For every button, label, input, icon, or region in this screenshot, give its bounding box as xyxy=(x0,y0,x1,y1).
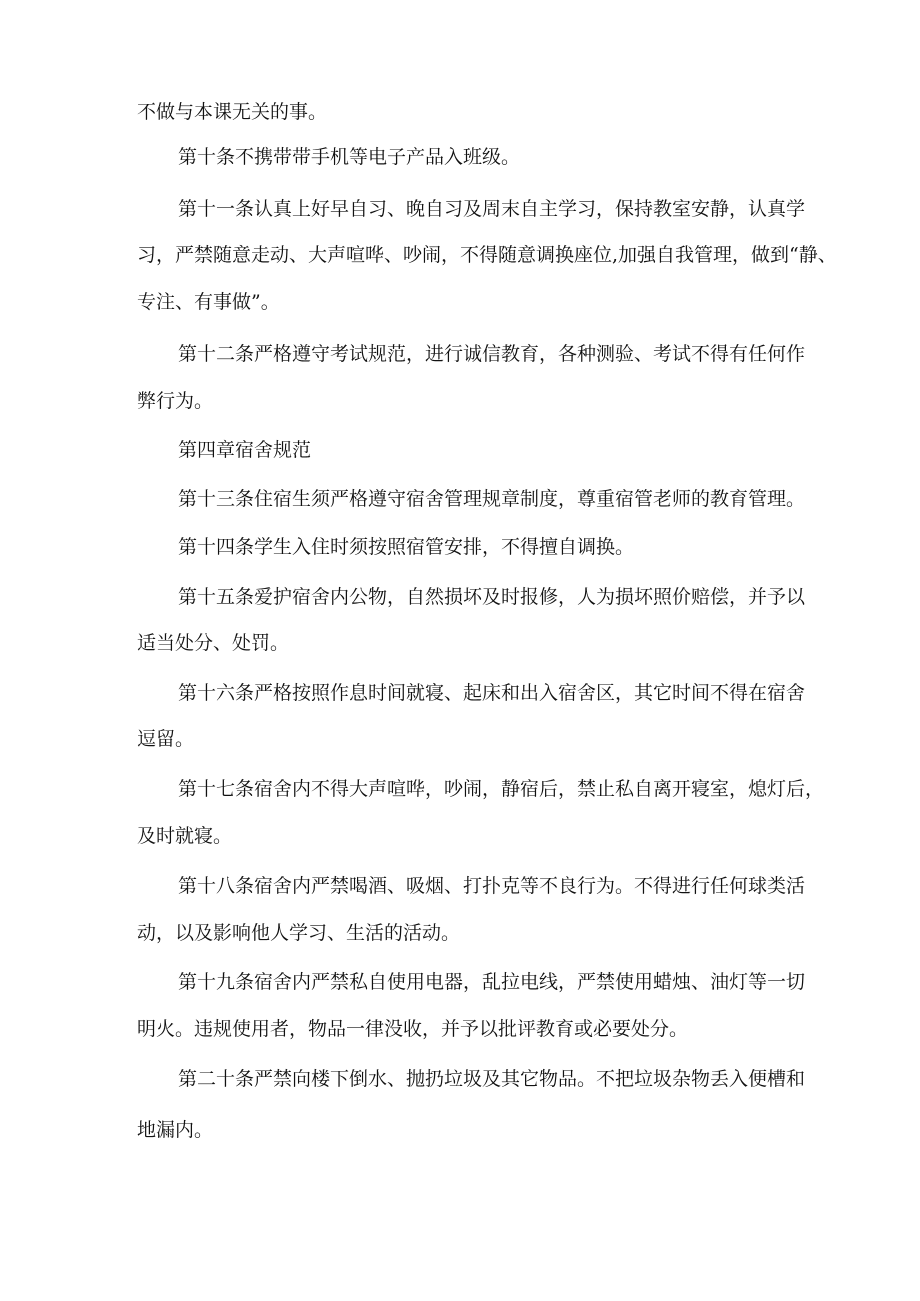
article-11-line-3: 专注、有事做”。 xyxy=(137,291,280,313)
article-13: 第十三条住宿生须严格遵守宿舍管理规章制度，尊重宿管老师的教育管理。 xyxy=(178,488,806,510)
article-18-line-1: 第十八条宿舍内严禁喝酒、吸烟、打扑克等不良行为。不得进行任何球类活 xyxy=(178,875,806,897)
article-12-line-2: 弊行为。 xyxy=(137,390,214,412)
article-19-line-2: 明火。违规使用者，物品一律没收，并予以批评教育或必要处分。 xyxy=(137,1018,689,1040)
article-16-line-1: 第十六条严格按照作息时间就寝、起床和出入宿舍区，其它时间不得在宿舍 xyxy=(178,682,806,704)
article-17-line-2: 及时就寝。 xyxy=(137,825,233,847)
article-10: 第十条不携带带手机等电子产品入班级。 xyxy=(178,146,521,168)
article-12-line-1: 第十二条严格遵守考试规范，进行诚信教育，各种测验、考试不得有任何作 xyxy=(178,343,806,365)
article-15-line-1: 第十五条爱护宿舍内公物，自然损坏及时报修，人为损坏照价赔偿，并予以 xyxy=(178,586,806,608)
article-17-line-1: 第十七条宿舍内不得大声喧哗，吵闹，静宿后，禁止私自离开寝室，熄灯后， xyxy=(178,778,825,800)
article-20-line-2: 地漏内。 xyxy=(137,1119,214,1141)
article-11-line-1: 第十一条认真上好早自习、晚自习及周末自主学习，保持教室安静，认真学 xyxy=(178,198,806,220)
article-20-line-1: 第二十条严禁向楼下倒水、抛扔垃圾及其它物品。不把垃圾杂物丢入便槽和 xyxy=(178,1068,806,1090)
article-15-line-2: 适当处分、处罚。 xyxy=(137,632,290,654)
chapter-4-heading: 第四章宿舍规范 xyxy=(178,439,312,461)
article-11-line-2: 习，严禁随意走动、大声喧哗、吵闹，不得随意调换座位,加强自我管理，做到“静、 xyxy=(137,244,837,266)
article-14: 第十四条学生入住时须按照宿管安排，不得擅自调换。 xyxy=(178,536,635,558)
paragraph-continuation: 不做与本课无关的事。 xyxy=(137,101,328,123)
article-19-line-1: 第十九条宿舍内严禁私自使用电器，乱拉电线，严禁使用蜡烛、油灯等一切 xyxy=(178,971,806,993)
article-16-line-2: 逗留。 xyxy=(137,728,195,750)
article-18-line-2: 动，以及影响他人学习、生活的活动。 xyxy=(137,922,461,944)
